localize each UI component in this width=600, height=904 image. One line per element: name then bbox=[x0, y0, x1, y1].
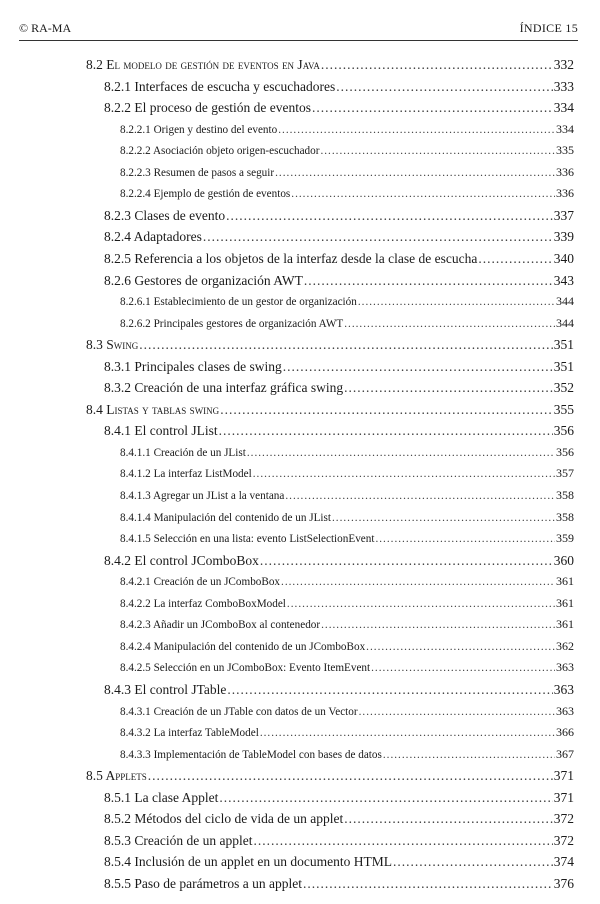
toc-leader-dots bbox=[321, 57, 553, 73]
toc-entry-title: 8.5 Applets bbox=[86, 768, 147, 784]
toc-entry-title: 8.4.3.1 Creación de un JTable con datos de un Vector bbox=[120, 705, 358, 718]
toc-entry-page: 340 bbox=[553, 250, 574, 266]
toc-entry-page: 332 bbox=[553, 57, 574, 72]
toc-leader-dots bbox=[203, 229, 553, 245]
toc-entry-page: 360 bbox=[553, 552, 574, 568]
toc-leader-dots bbox=[283, 359, 553, 375]
toc-leader-dots bbox=[139, 337, 553, 353]
toc-entry bbox=[0, 768, 574, 784]
toc-leader-dots bbox=[321, 619, 555, 631]
toc-entry bbox=[0, 229, 574, 245]
toc-entry-title: 8.5.5 Paso de parámetros a un applet bbox=[104, 875, 302, 891]
toc-entry-page: 371 bbox=[553, 768, 574, 784]
toc-leader-dots bbox=[303, 876, 553, 892]
toc-entry-title: 8.2.2.1 Origen y destino del evento bbox=[120, 123, 278, 136]
toc-entry bbox=[0, 682, 574, 698]
toc-entry bbox=[0, 574, 574, 589]
toc-entry-page: 344 bbox=[556, 315, 574, 330]
toc-entry-title: 8.5.1 La clase Applet bbox=[104, 789, 219, 805]
toc-entry-title: 8.2 El modelo de gestión de eventos en Java bbox=[86, 57, 320, 72]
toc-entry bbox=[0, 811, 574, 827]
toc-entry-page: 339 bbox=[553, 229, 574, 245]
toc-entry bbox=[0, 833, 574, 849]
toc-entry bbox=[0, 143, 574, 158]
toc-entry-title: 8.4.1.1 Creación de un JList bbox=[120, 446, 246, 459]
toc-entry bbox=[0, 660, 574, 675]
toc-entry-page: 363 bbox=[556, 703, 574, 718]
toc-entry-page: 359 bbox=[556, 531, 574, 546]
toc-entry-title: 8.3 Swing bbox=[86, 337, 139, 353]
toc-leader-dots bbox=[371, 662, 555, 674]
toc-leader-dots bbox=[383, 749, 555, 761]
toc-entry-title: 8.4.3.3 Implementación de TableModel con bases de datos bbox=[120, 748, 382, 761]
toc-leader-dots bbox=[359, 706, 555, 718]
toc-entry bbox=[0, 617, 574, 632]
toc-entry-page: 343 bbox=[553, 272, 574, 288]
toc-entry bbox=[0, 596, 574, 611]
toc-entry bbox=[0, 402, 574, 418]
toc-entry-title: 8.5.4 Inclusión de un applet en un documento HTML bbox=[104, 854, 392, 870]
toc-leader-dots bbox=[304, 273, 553, 289]
toc-entry-title: 8.4.2.5 Selección en un JComboBox: Evento ItemEvent bbox=[120, 662, 371, 675]
toc-entry-page: 367 bbox=[556, 746, 574, 761]
toc-entry bbox=[0, 423, 574, 439]
toc-entry-title: 8.2.6.1 Establecimiento de un gestor de organización bbox=[120, 296, 357, 309]
toc-entry-page: 361 bbox=[556, 574, 574, 589]
toc-entry bbox=[0, 79, 574, 95]
toc-entry bbox=[0, 466, 574, 481]
toc-leader-dots bbox=[320, 145, 555, 157]
toc-entry bbox=[0, 165, 574, 180]
toc-entry bbox=[0, 725, 574, 740]
toc-leader-dots bbox=[336, 79, 552, 95]
toc-entry-title: 8.2.2.4 Ejemplo de gestión de eventos bbox=[120, 188, 291, 201]
toc-entry bbox=[0, 208, 574, 224]
toc-entry-page: 366 bbox=[556, 725, 574, 740]
toc-entry-page: 336 bbox=[556, 164, 574, 179]
toc-entry-page: 374 bbox=[553, 854, 574, 870]
toc-entry bbox=[0, 854, 574, 870]
toc-leader-dots bbox=[344, 811, 553, 827]
toc-entry bbox=[0, 639, 574, 654]
toc-entry-page: 372 bbox=[553, 811, 574, 827]
toc-leader-dots bbox=[219, 790, 552, 806]
toc-entry-page: 358 bbox=[556, 488, 574, 502]
toc-entry bbox=[0, 510, 574, 525]
toc-entry-page: 363 bbox=[553, 681, 574, 697]
toc-entry-title: 8.4.1.4 Manipulación del contenido de un JList bbox=[120, 511, 331, 524]
toc-entry-page: 355 bbox=[553, 401, 574, 417]
toc-entry-page: 357 bbox=[556, 466, 574, 481]
toc-leader-dots bbox=[287, 598, 555, 610]
page-header bbox=[19, 18, 578, 41]
toc-entry-title: 8.4.2.4 Manipulación del contenido de un JComboBox bbox=[120, 640, 366, 653]
toc-entry-page: 333 bbox=[553, 78, 574, 94]
toc-entry bbox=[0, 316, 574, 331]
toc-leader-dots bbox=[253, 833, 552, 849]
toc-entry-title: 8.4.2 El control JComboBox bbox=[104, 552, 259, 568]
toc-entry bbox=[0, 359, 574, 375]
toc-entry bbox=[0, 294, 574, 309]
toc-leader-dots bbox=[366, 641, 555, 653]
toc-entry-page: 358 bbox=[556, 509, 574, 524]
toc-leader-dots bbox=[393, 854, 553, 870]
toc-leader-dots bbox=[260, 727, 555, 739]
toc-entry-page: 372 bbox=[553, 832, 574, 848]
toc-leader-dots bbox=[148, 768, 553, 784]
toc-leader-dots bbox=[260, 553, 553, 569]
toc-entry bbox=[0, 273, 574, 289]
toc-leader-dots bbox=[278, 124, 555, 136]
toc-leader-dots bbox=[344, 318, 555, 330]
toc-leader-dots bbox=[291, 188, 555, 200]
toc-entry-page: 371 bbox=[553, 789, 574, 805]
toc-leader-dots bbox=[226, 208, 553, 224]
toc-entry-page: 335 bbox=[556, 143, 574, 158]
toc-entry bbox=[0, 100, 574, 116]
toc-entry-title: 8.4.1.3 Agregar un JList a la ventana bbox=[120, 490, 285, 502]
toc-entry-title: 8.4.2.2 La interfaz ComboBoxModel bbox=[120, 597, 286, 610]
publisher-label: © RA-MA bbox=[19, 21, 72, 35]
toc-entry-title: 8.4.1 El control JList bbox=[104, 423, 218, 439]
toc-leader-dots bbox=[332, 512, 555, 524]
toc-entry bbox=[0, 57, 574, 73]
toc-entry-page: 334 bbox=[556, 121, 574, 136]
toc-entry-title: 8.3.2 Creación de una interfaz gráfica swing bbox=[104, 380, 344, 396]
toc-leader-dots bbox=[478, 251, 552, 267]
toc-entry-title: 8.4.3.2 La interfaz TableModel bbox=[120, 727, 259, 740]
toc-entry bbox=[0, 488, 574, 503]
toc-entry bbox=[0, 747, 574, 762]
toc-entry bbox=[0, 122, 574, 137]
toc-leader-dots bbox=[220, 402, 553, 418]
toc-entry-page: 376 bbox=[553, 875, 574, 891]
toc-entry bbox=[0, 790, 574, 806]
toc-entry-page: 361 bbox=[556, 617, 574, 632]
toc-entry-title: 8.2.6.2 Principales gestores de organización AWT bbox=[120, 317, 344, 330]
toc-entry-page: 356 bbox=[553, 423, 574, 439]
toc-entry-page: 334 bbox=[553, 100, 574, 116]
toc-leader-dots bbox=[285, 490, 555, 502]
toc-entry-page: 362 bbox=[556, 638, 574, 653]
toc-entry bbox=[0, 876, 574, 892]
toc-leader-dots bbox=[247, 447, 555, 459]
toc-entry-title: 8.3.1 Principales clases de swing bbox=[104, 358, 282, 374]
toc-entry bbox=[0, 445, 574, 460]
toc-entry bbox=[0, 380, 574, 396]
toc-leader-dots bbox=[344, 380, 553, 396]
toc-entry-page: 344 bbox=[556, 294, 574, 309]
toc-entry-title: 8.4 Listas y tablas swing bbox=[86, 401, 220, 417]
toc-entry-page: 356 bbox=[556, 444, 574, 459]
toc-leader-dots bbox=[312, 100, 553, 116]
toc-entry-page: 351 bbox=[553, 337, 574, 353]
toc-entry bbox=[0, 704, 574, 719]
toc-entry-page: 336 bbox=[556, 186, 574, 201]
toc-entry-title: 8.2.3 Clases de evento bbox=[104, 207, 226, 223]
toc-entry-title: 8.5.2 Métodos del ciclo de vida de un applet bbox=[104, 811, 344, 827]
toc-entry-title: 8.2.6 Gestores de organización AWT bbox=[104, 272, 303, 288]
toc-entry-title: 8.2.4 Adaptadores bbox=[104, 229, 202, 245]
toc-entry-page: 363 bbox=[556, 660, 574, 675]
toc-entry bbox=[0, 337, 574, 353]
toc-leader-dots bbox=[253, 468, 555, 480]
toc-entry bbox=[0, 186, 574, 201]
running-title: ÍNDICE 15 bbox=[519, 21, 578, 35]
toc-entry-title: 8.2.5 Referencia a los objetos de la interfaz desde la clase de escucha bbox=[104, 250, 478, 266]
toc-entry-page: 337 bbox=[553, 207, 574, 223]
toc-leader-dots bbox=[275, 167, 555, 179]
toc-entry bbox=[0, 553, 574, 569]
toc-entry-title: 8.4.2.1 Creación de un JComboBox bbox=[120, 576, 281, 589]
toc-entry-title: 8.2.2.3 Resumen de pasos a seguir bbox=[120, 166, 275, 179]
toc-entry-title: 8.4.2.3 Añadir un JComboBox al contenedor bbox=[120, 619, 321, 632]
toc-entry bbox=[0, 531, 574, 546]
toc-leader-dots bbox=[281, 576, 555, 588]
toc-leader-dots bbox=[227, 682, 552, 698]
toc-entry-page: 361 bbox=[556, 595, 574, 610]
toc-entry-title: 8.5.3 Creación de un applet bbox=[104, 832, 253, 848]
toc-entry-title: 8.4.1.5 Selección en una lista: evento ListSelectionEvent bbox=[120, 533, 375, 546]
toc-entry bbox=[0, 251, 574, 267]
toc-leader-dots bbox=[219, 423, 553, 439]
toc-entry-title: 8.2.2 El proceso de gestión de eventos bbox=[104, 100, 311, 116]
toc-entry-title: 8.4.1.2 La interfaz ListModel bbox=[120, 468, 252, 481]
toc-entry-title: 8.2.1 Interfaces de escucha y escuchadores bbox=[104, 78, 336, 94]
toc-entry-page: 352 bbox=[553, 380, 574, 396]
toc-leader-dots bbox=[358, 296, 555, 308]
toc-entry-title: 8.4.3 El control JTable bbox=[104, 681, 227, 697]
toc-entry-title: 8.2.2.2 Asociación objeto origen-escuchador bbox=[120, 145, 320, 158]
toc-leader-dots bbox=[375, 533, 555, 545]
toc-entry-page: 351 bbox=[553, 358, 574, 374]
